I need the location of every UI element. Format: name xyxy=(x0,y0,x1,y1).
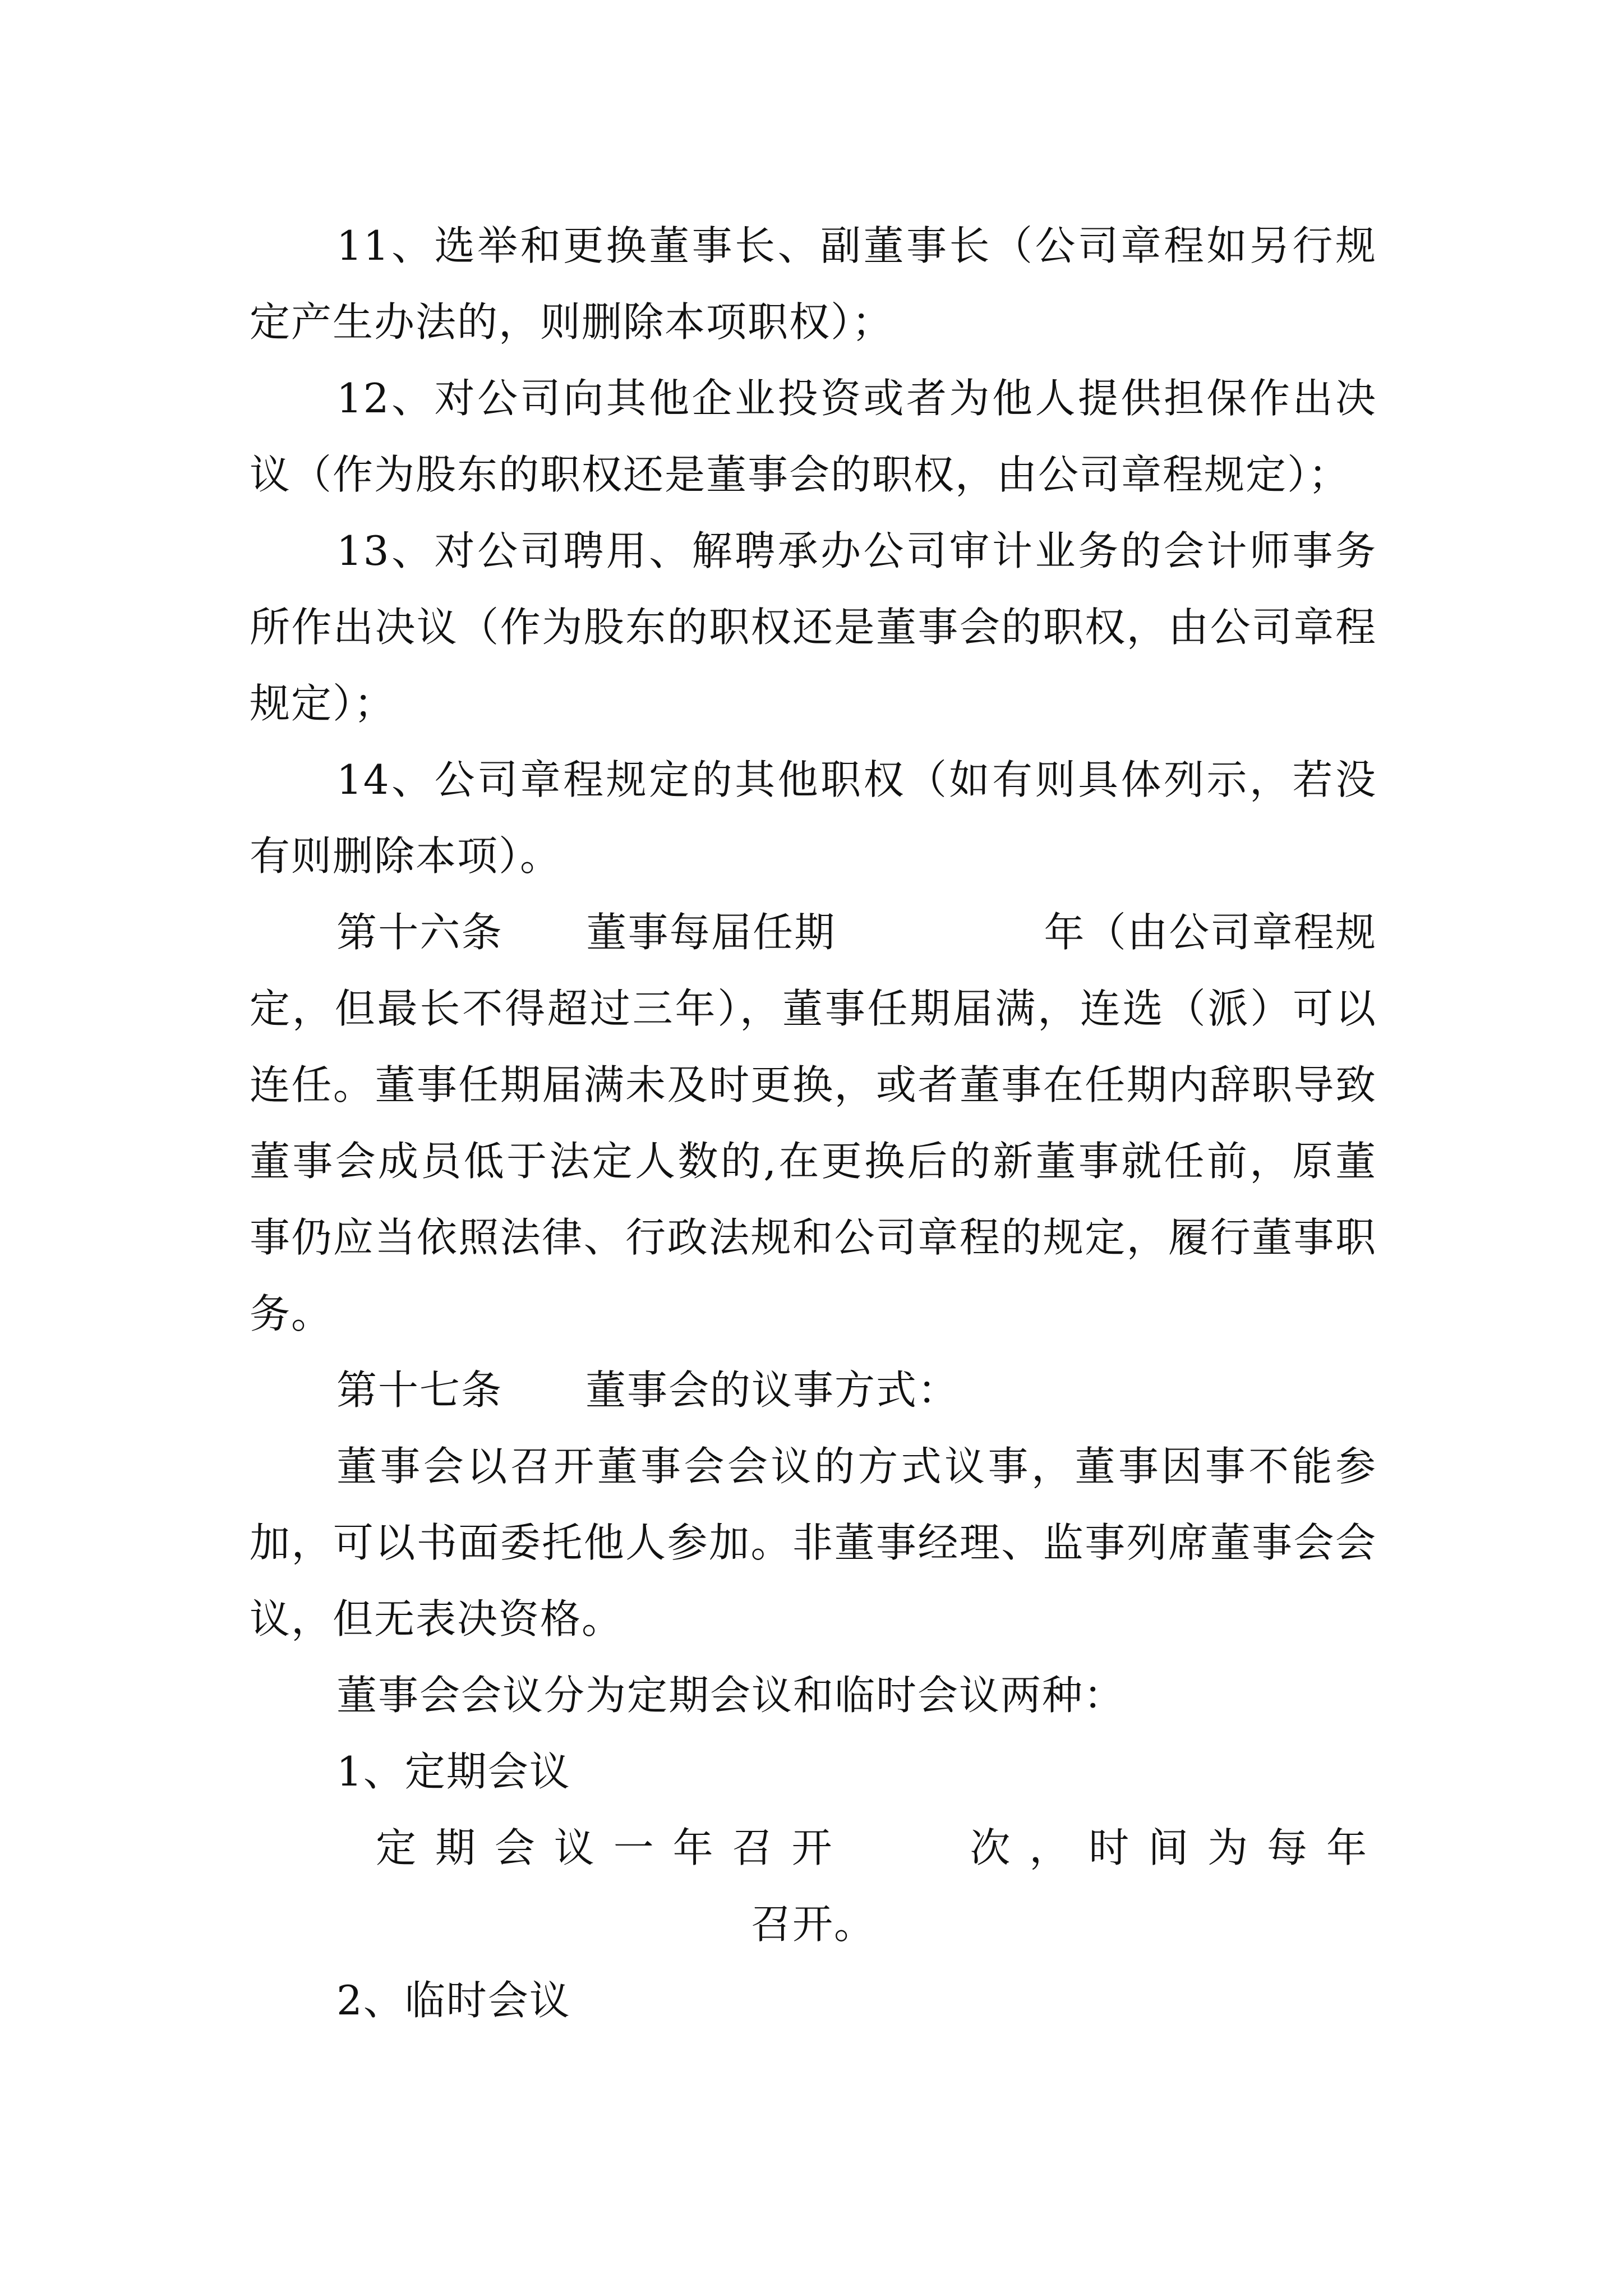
paragraph-board-meeting-method: 董事会以召开董事会会议的方式议事，董事因事不能参加，可以书面委托他人参加。非董事经理、监事列席董事会会议，但无表决资格。 xyxy=(250,1443,1377,1642)
paragraph-item-11: 11、选举和更换董事长、副董事长（公司章程如另行规定产生办法的，则删除本项职权）； xyxy=(250,222,1377,346)
paragraph-article-17: 第十七条 董事会的议事方式： xyxy=(336,1366,960,1414)
paragraph-article-16: 第十六条 董事每届任期 年（由公司章程规定，但最长不得超过三年），董事任期届满，连选（派）可以连任。董事任期届满未及时更换，或者董事在任期内辞职导致董事会成员低于法定人数的,在更换后的新董事就任前，原董事仍应当依照法律、行政法规和公司章程的规定，履行董事职务。 xyxy=(250,909,1377,1337)
paragraph-regular-meeting-convene: 召开。 xyxy=(750,1901,875,1948)
paragraph-meeting-types: 董事会会议分为定期会议和临时会议两种： xyxy=(336,1672,1126,1719)
paragraph-item-14: 14、公司章程规定的其他职权（如有则具体列示，若没有则删除本项）。 xyxy=(250,756,1377,880)
document-body xyxy=(250,208,1377,2039)
paragraph-item-13: 13、对公司聘用、解聘承办公司审计业务的会计师事务所作出决议（作为股东的职权还是董事会的职权，由公司章程规定）； xyxy=(250,527,1377,727)
paragraph-regular-meeting-frequency: 定期会议一年召开 次，时间为每年 xyxy=(376,1824,1377,1871)
paragraph-temporary-meeting-heading: 2、临时会议 xyxy=(336,1977,571,2024)
paragraph-regular-meeting-heading: 1、定期会议 xyxy=(336,1748,571,1795)
paragraph-item-12: 12、对公司向其他企业投资或者为他人提供担保作出决议（作为股东的职权还是董事会的职权，由公司章程规定）； xyxy=(250,375,1377,498)
